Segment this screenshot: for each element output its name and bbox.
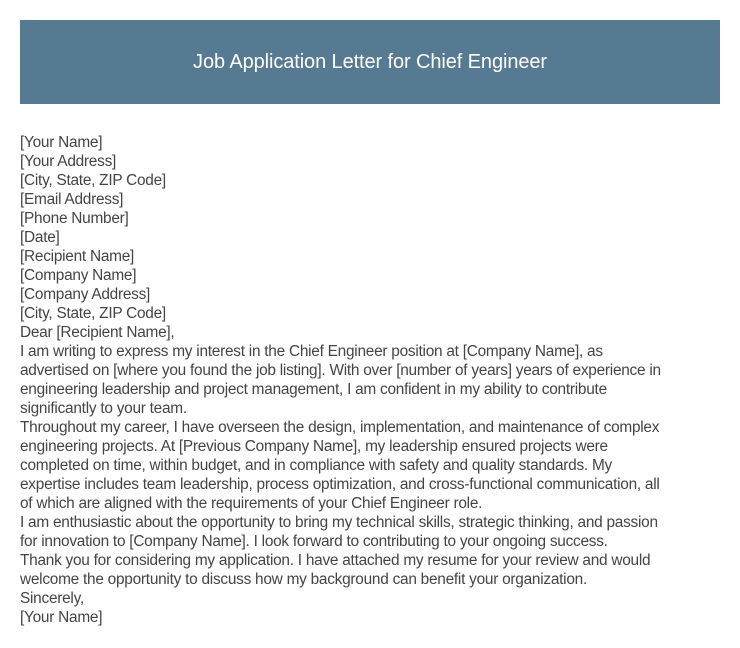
recipient-company: [Company Name]	[20, 267, 137, 284]
recipient-city-state-zip: [City, State, ZIP Code]	[20, 305, 166, 322]
paragraph-line: I am writing to express my interest in the Chief Engineer position at [Company Name], as	[20, 343, 603, 360]
letter-date: [Date]	[20, 229, 60, 246]
recipient-name: [Recipient Name]	[20, 248, 135, 265]
sender-email: [Email Address]	[20, 191, 124, 208]
sender-name: [Your Name]	[20, 134, 103, 151]
paragraph-line: welcome the opportunity to discuss how my background can benefit your organization.	[20, 571, 587, 588]
paragraph-enthusiasm	[20, 513, 720, 551]
paragraph-line: expertise includes team leadership, process optimization, and cross-functional communication, all	[20, 476, 660, 493]
recipient-address: [Company Address]	[20, 286, 151, 303]
paragraph-line: of which are aligned with the requirements of your Chief Engineer role.	[20, 495, 483, 512]
sender-block	[20, 133, 720, 228]
paragraph-line: I am enthusiastic about the opportunity to bring my technical skills, strategic thinking, and passion	[20, 514, 658, 531]
paragraph-line: completed on time, within budget, and in compliance with safety and quality standards. My	[20, 457, 613, 474]
paragraph-thanks	[20, 551, 720, 589]
paragraph-line: significantly to your team.	[20, 400, 187, 417]
paragraph-line: engineering leadership and project management, I am confident in my ability to contribute	[20, 381, 607, 398]
paragraph-line: Throughout my career, I have overseen the design, implementation, and maintenance of complex	[20, 419, 660, 436]
letter-header-banner	[20, 20, 720, 104]
recipient-block	[20, 247, 720, 323]
page-title: Job Application Letter for Chief Engineer	[193, 50, 547, 73]
paragraph-interest	[20, 342, 720, 418]
salutation: Dear [Recipient Name],	[20, 324, 175, 341]
paragraph-line: advertised on [where you found the job listing]. With over [number of years] years of experience in	[20, 362, 661, 379]
sender-address: [Your Address]	[20, 153, 117, 170]
paragraph-line: Thank you for considering my application. I have attached my resume for your review and would	[20, 552, 651, 569]
closing: Sincerely,	[20, 590, 84, 607]
paragraph-experience	[20, 418, 720, 513]
paragraph-line: for innovation to [Company Name]. I look forward to contributing to your ongoing success.	[20, 533, 608, 550]
sender-phone: [Phone Number]	[20, 210, 129, 227]
letter-body	[20, 133, 720, 627]
paragraph-line: engineering projects. At [Previous Company Name], my leadership ensured projects were	[20, 438, 608, 455]
sender-city-state-zip: [City, State, ZIP Code]	[20, 172, 166, 189]
signature: [Your Name]	[20, 609, 103, 626]
